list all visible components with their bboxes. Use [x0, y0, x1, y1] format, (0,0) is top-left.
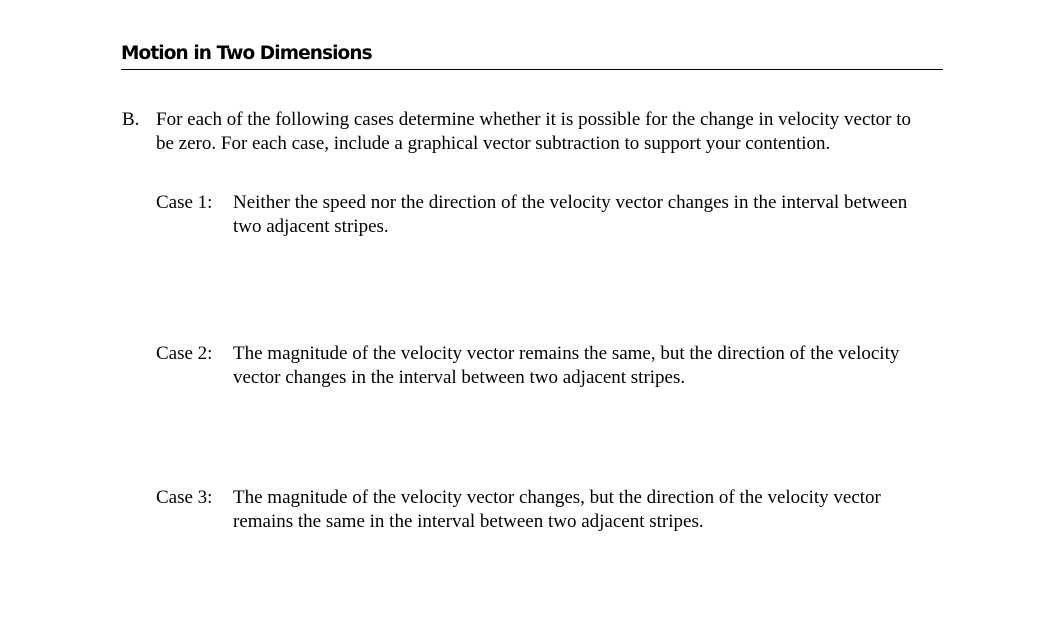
case-2-text: The magnitude of the velocity vector remains the same, but the direction of the velocity vector changes in the interval between two adjacent stripes. [233, 343, 900, 388]
page-title: Motion in Two Dimensions [121, 43, 372, 64]
case-3-text: The magnitude of the velocity vector changes, but the direction of the velocity vector remains the same in the interval between two adjacent stripes. [233, 487, 881, 532]
section-prompt: For each of the following cases determine whether it is possible for the change in velocity vector to be zero. For each case, include a graphical vector subtraction to support your contention. [156, 109, 912, 154]
section-letter: B. [122, 109, 140, 130]
case-2-label: Case 2: [156, 343, 213, 364]
page-header [121, 42, 943, 70]
case-1-label: Case 1: [156, 192, 213, 213]
case-1-text: Neither the speed nor the direction of the velocity vector changes in the interval between two adjacent stripes. [233, 192, 908, 237]
case-3-label: Case 3: [156, 487, 213, 508]
